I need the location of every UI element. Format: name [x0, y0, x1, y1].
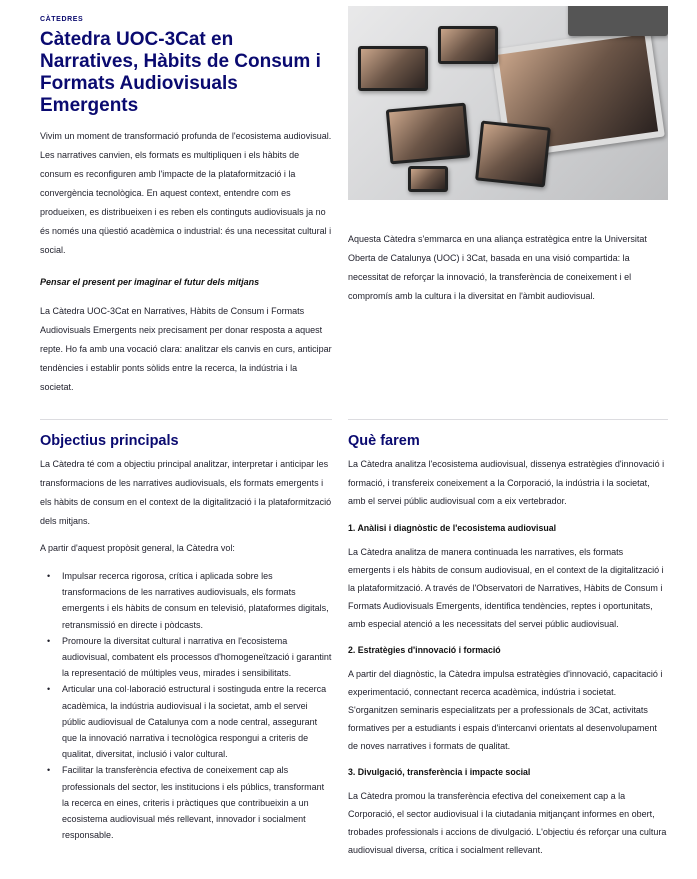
- subsection-heading: 1. Anàlisi i diagnòstic de l'ecosistema audiovisual: [348, 522, 557, 533]
- list-item: • Promoure la diversitat cultural i narrativa en l'ecosistema audiovisual, combatent els processos d'homogeneïtzació i garantint la representació de múltiples veus, mirades i sensibilitats.: [40, 633, 332, 682]
- intro-right: [348, 6, 668, 306]
- subsection-heading: 2. Estratègies d'innovació i formació: [348, 644, 501, 655]
- what-we-do-paragraph: La Càtedra analitza l'ecosistema audiovisual, dissenya estratègies d'innovació i formació, i transfereix coneixement a la Corporació, la indústria i la societat, amb el servei públic audiovisual com a eix vertebrador.: [348, 459, 665, 506]
- subsection-text: La Càtedra promou la transferència efectiva del coneixement cap a la Corporació, el sector audiovisual i la ciutadania mitjançant informes en obert, trobades professionals i accions de divulgació. L'objectiu és reforçar una cultura audiovisual diversa, crítica i socialment rellevant.: [348, 790, 667, 855]
- objectives-lead: A partir d'aquest propòsit general, la Càtedra vol:: [40, 543, 235, 553]
- objectives-list: [40, 568, 332, 843]
- intro-row: [40, 6, 668, 397]
- section-heading: Objectius principals: [40, 433, 179, 449]
- objectives-paragraph: La Càtedra té com a objectiu principal analitzar, interpretar i anticipar les transformacions de les narratives audiovisuals, els formats emergents i els hàbits de consum en el context de la digitalització i la plataformització dels mitjans.: [40, 459, 332, 526]
- subsection-text: La Càtedra analitza de manera continuada les narratives, els formats emergents i els hàbits de consum audiovisual, en el context de la digitalització i la plataformització. A través de l'Observatori de Narratives, Hàbits de Consum i Formats Audiovisuals Emergents, identifica tendències, reptes i oportunitats, amb especial atenció a les necessitats del servei públic audiovisual.: [348, 546, 664, 629]
- section-heading: Què farem: [348, 433, 420, 449]
- what-we-do-section: [348, 432, 668, 859]
- intro-left: [40, 6, 332, 397]
- page-title: Càtedra UOC-3Cat en Narratives, Hàbits de Consum i Formats Audiovisuals Emergents: [40, 29, 321, 116]
- sections-row: [40, 432, 668, 859]
- list-item: • Articular una col·laboració estructural i sostinguda entre la recerca acadèmica, la indústria audiovisual i la societat, amb el servei públic audiovisual de Catalunya com a node central, assegurant que la innovació narrativa i tecnològica respongui a criteris de qualitat, diversitat, inclusió i valor cultural.: [40, 681, 332, 762]
- subsection-heading: 3. Divulgació, transferència i impacte social: [348, 766, 531, 777]
- divider: [348, 419, 668, 420]
- divider: [40, 419, 332, 420]
- intro-subtitle: Pensar el present per imaginar el futur dels mitjans: [40, 277, 260, 287]
- subsection-text: A partir del diagnòstic, la Càtedra impulsa estratègies d'innovació, capacitació i experimentació, connectant recerca acadèmica, indústria i societat. S'organitzen seminaris especialitzats per a professionals de 3Cat, activitats formatives per a estudiants i espais d'intercanvi orientats al desenvolupament de noves narratives i formats de qualitat.: [348, 668, 663, 751]
- intro-paragraph-3: Aquesta Càtedra s'emmarca en una aliança estratègica entre la Universitat Oberta de Catalunya (UOC) i 3Cat, basada en una visió compartida: la necessitat de reforçar la innovació, la transferència de coneixement i el compromís amb la cultura i la diversitat en l'àmbit audiovisual.: [348, 234, 647, 301]
- list-item: • Facilitar la transferència efectiva de coneixement cap als professionals del sector, les institucions i els públics, transformant la recerca en eines, criteris i pràctiques que contribueixin a un ecosistema audiovisual més rellevant, innovador i socialment responsable.: [40, 762, 332, 843]
- objectives-section: [40, 432, 332, 843]
- intro-paragraph: Vivim un moment de transformació profunda de l'ecosistema audiovisual. Les narratives canvien, els formats es multipliquen i els hàbits de consum es reconfiguren amb l'impacte de la plataformització i la convergència tecnològica. En aquest context, entendre com es produeixen, es distribueixen i es reben els continguts audiovisuals ja no és només una qüestió acadèmica o industrial: és una necessitat cultural i social.: [40, 131, 332, 255]
- hero-image-devices: [348, 6, 668, 200]
- list-item: • Impulsar recerca rigorosa, crítica i aplicada sobre les transformacions de les narratives audiovisuals, els formats emergents i els hàbits de consum en televisió, plataformes digitals, retransmissió en directe i pòdcasts.: [40, 568, 332, 633]
- section-kicker: CÀTEDRES: [40, 16, 84, 23]
- divider-row: [40, 419, 668, 420]
- intro-paragraph-2: La Càtedra UOC-3Cat en Narratives, Hàbits de Consum i Formats Audiovisuals Emergents neix precisament per donar resposta a aquest repte. Ho fa amb una vocació clara: analitzar els canvis en curs, anticipar tendències i establir ponts sòlids entre la recerca, la indústria i la societat.: [40, 306, 332, 392]
